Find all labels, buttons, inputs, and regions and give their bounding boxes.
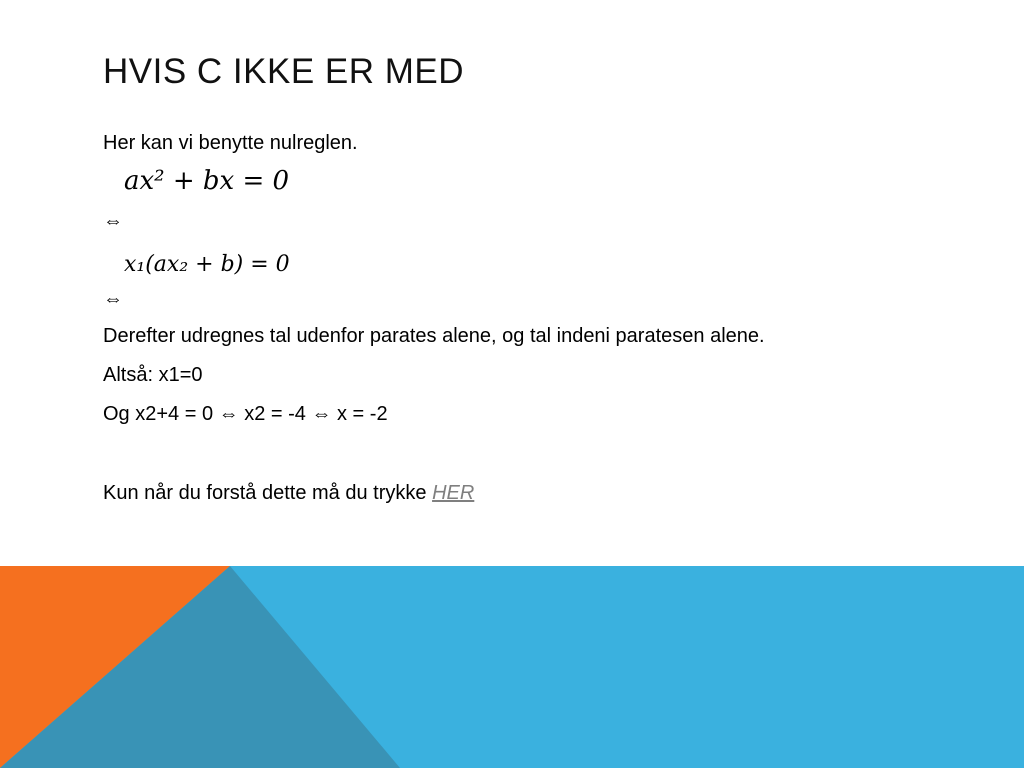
explanation-text: Derefter udregnes tal udenfor parates alene, og tal indeni paratesen alene. <box>103 325 765 347</box>
instruction-line <box>103 482 474 505</box>
equivalence-symbol-2: ⇔ <box>103 288 123 310</box>
intro-text: Her kan vi benytte nulreglen. <box>103 132 358 154</box>
result-x2: Og x2+4 = 0 ⇔ x2 = -4 ⇔ x = -2 <box>103 403 388 425</box>
result-x1: Altså: x1=0 <box>103 364 203 386</box>
slide-title: HVIS C IKKE ER MED <box>103 52 465 91</box>
equation-2-text: x₁(ax₂ + b) = 0 <box>124 252 290 277</box>
decorative-banner <box>0 566 1024 768</box>
equation-1 <box>124 166 289 196</box>
equation-1-text: ax² + bx = 0 <box>124 166 290 196</box>
instruction-text: Kun når du forstå dette må du trykke <box>103 482 433 504</box>
equivalence-symbol-1: ⇔ <box>103 210 123 232</box>
equation-2 <box>124 252 290 277</box>
her-link[interactable]: HER <box>432 482 475 504</box>
